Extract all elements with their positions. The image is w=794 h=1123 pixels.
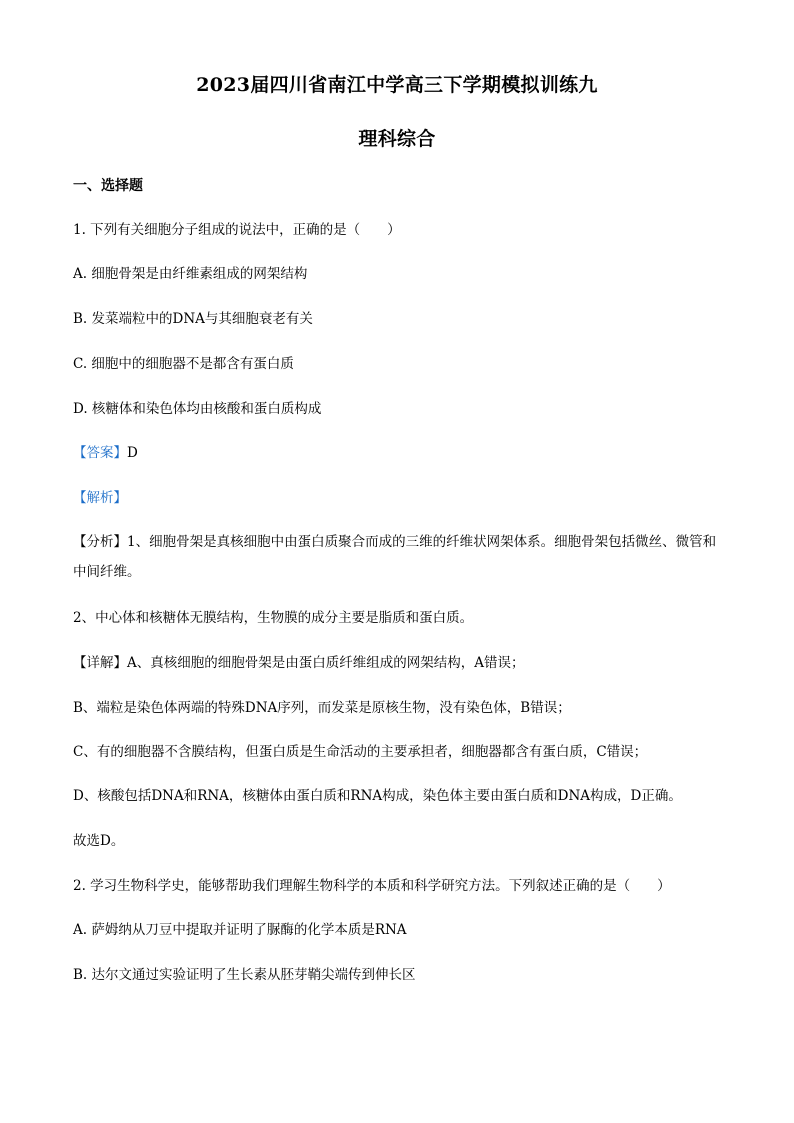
section-heading: 一、选择题 — [73, 178, 143, 194]
analysis-tag: 【解析】 — [73, 490, 127, 506]
xiangjie-tag: 【详解】 — [73, 655, 127, 671]
question-1-option-a: A. 细胞骨架是由纤维素组成的网架结构 — [73, 266, 308, 282]
xiangjie-a-line — [73, 653, 723, 673]
answer-value: D — [127, 445, 138, 461]
conclusion: 故选D。 — [73, 833, 125, 849]
question-1-stem: 1. 下列有关细胞分子组成的说法中，正确的是（ ） — [73, 222, 401, 238]
xiangjie-d: D、核酸包括DNA和RNA，核糖体由蛋白质和RNA构成，染色体主要由蛋白质和DNA构成，D正确。 — [73, 788, 682, 804]
question-1-option-b: B. 发菜端粒中的DNA与其细胞衰老有关 — [73, 311, 313, 327]
fenxi-text-1: 1、细胞骨架是真核细胞中由蛋白质聚合而成的三维的纤维状网架体系。细胞骨架包括微丝、微管和中间纤维。 — [73, 534, 717, 580]
question-2-stem: 2. 学习生物科学史，能够帮助我们理解生物科学的本质和科学研究方法。下列叙述正确的是（ ） — [73, 878, 671, 894]
answer-line — [73, 443, 723, 463]
document-subtitle: 理科综合 — [358, 128, 436, 150]
answer-tag: 【答案】 — [73, 445, 127, 461]
xiangjie-a: A、真核细胞的细胞骨架是由蛋白质纤维组成的网架结构，A错误； — [127, 655, 525, 671]
question-2-option-b: B. 达尔文通过实验证明了生长素从胚芽鞘尖端传到伸长区 — [73, 967, 416, 983]
question-2-option-a: A. 萨姆纳从刀豆中提取并证明了脲酶的化学本质是RNA — [73, 922, 407, 938]
document-title: 2023届四川省南江中学高三下学期模拟训练九 — [196, 74, 598, 96]
question-1-option-c: C. 细胞中的细胞器不是都含有蛋白质 — [73, 356, 294, 372]
xiangjie-b: B、端粒是染色体两端的特殊DNA序列，而发菜是原核生物，没有染色体，B错误； — [73, 700, 571, 716]
xiangjie-c: C、有的细胞器不含膜结构，但蛋白质是生命活动的主要承担者，细胞器都含有蛋白质，C错误； — [73, 744, 648, 760]
fenxi-tag: 【分析】 — [73, 534, 127, 550]
fenxi-text-2: 2、中心体和核糖体无膜结构，生物膜的成分主要是脂质和蛋白质。 — [73, 610, 474, 626]
question-1-option-d: D. 核糖体和染色体均由核酸和蛋白质构成 — [73, 401, 322, 417]
fenxi-paragraph — [73, 527, 723, 587]
